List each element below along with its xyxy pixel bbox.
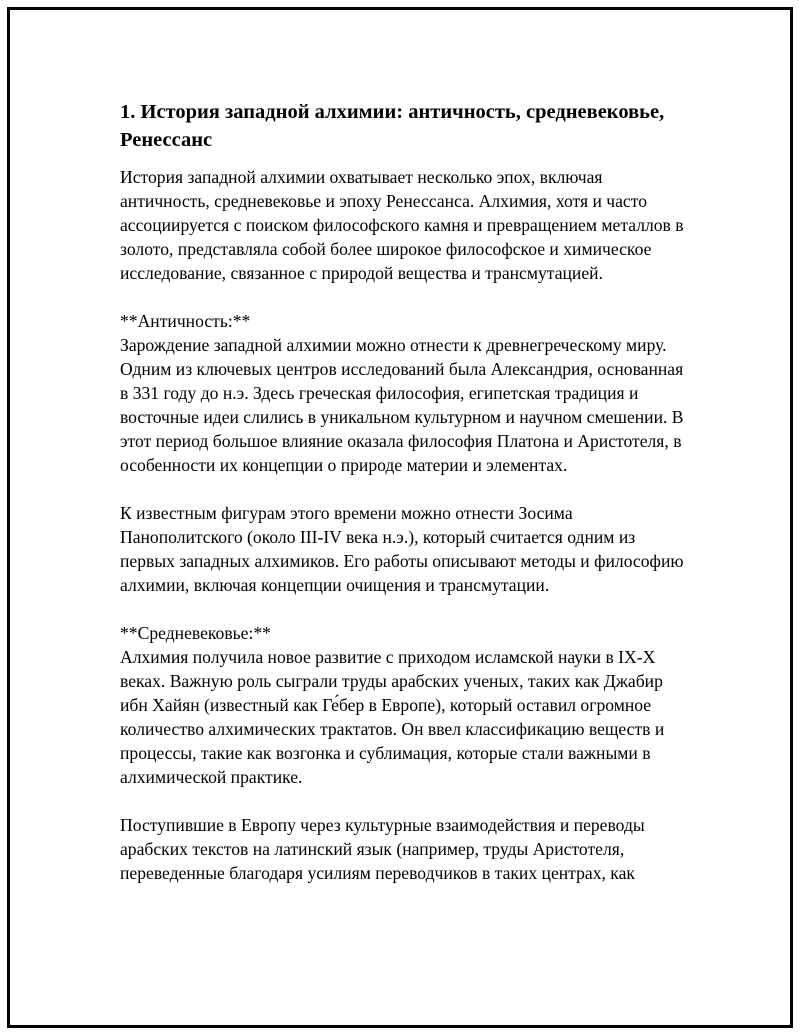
antiquity-section — [120, 309, 692, 477]
antiquity-paragraph-2: К известным фигурам этого времени можно отнести Зосима Панополитского (около III-IV века н.э.), который считается одним из первых западных алхимиков. Его работы описывают методы и философию алхимии, включая концепции очищения и трансмутации. — [120, 503, 684, 595]
page-frame — [7, 7, 793, 1028]
middle-ages-paragraph-2: Поступившие в Европу через культурные взаимодействия и переводы арабских текстов на латинский язык (например, труды Аристотеля, переведенные благодаря усилиям переводчиков в таких центрах, как — [120, 815, 645, 883]
section-heading: 1. История западной алхимии: античность, средневековье, Ренессанс — [120, 101, 665, 151]
document-body — [120, 98, 692, 909]
middle-ages-paragraph-1: Алхимия получила новое развитие с приходом исламской науки в IX-X веках. Важную роль сыграли труды арабских ученых, таких как Джабир ибн Хайян (известный как Ге́бер в Европе), который оставил огромное количество алхимических трактатов. Он ввел классификацию веществ и процессы, такие как возгонка и сублимация, которые стали важными в алхимической практике. — [120, 647, 665, 787]
antiquity-paragraph-1: Зарождение западной алхимии можно отнести к древнегреческому миру. Одним из ключевых центров исследований была Александрия, основанная в 331 году до н.э. Здесь греческая философия, египетская традиция и восточные идеи слились в уникальном культурном и научном смешении. В этот период большое влияние оказала философия Платона и Аристотеля, в особенности их концепции о природе материи и элементах. — [120, 335, 684, 475]
antiquity-marker: **Античность:** — [120, 311, 251, 331]
middle-ages-marker: **Средневековье:** — [120, 623, 271, 643]
intro-paragraph: История западной алхимии охватывает несколько эпох, включая античность, средневековье и эпоху Ренессанса. Алхимия, хотя и часто ассоциируется с поиском философского камня и превращением металлов в золото, представляла собой более широкое философское и химическое исследование, связанное с природой вещества и трансмутацией. — [120, 167, 684, 283]
middle-ages-section — [120, 621, 692, 789]
